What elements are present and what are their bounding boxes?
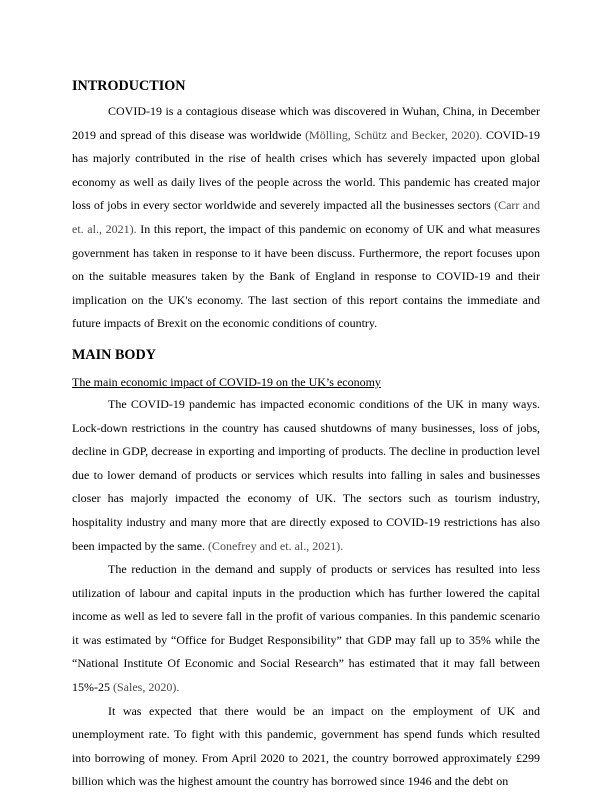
intro-text-c: In this report, the impact of this pandemic on economy of UK and what measures government has taken in response to it have been discuss. Furthermore, the report focuses upon on the suitable measures taken by the Bank of England in response to COVID-19 and their implication on the UK's economy. The last section of this report contains the immediate and future impacts of Brexit on the economic conditions of country.	[72, 221, 540, 331]
body-paragraph-1	[72, 393, 540, 558]
p2-text: The reduction in the demand and supply of products or services has resulted into less utilization of labour and capital inputs in the production which has further lowered the capital income as well as led to severe fall in the profit of various companies. In this pandemic scenario it was estimated by “Office for Budget Responsibility” that GDP may fall up to 35% while the “National Institute Of Economic and Social Research” has estimated that it may fall between 15%-25	[72, 562, 540, 695]
citation-sales: (Sales, 2020).	[113, 680, 180, 695]
introduction-heading: INTRODUCTION	[72, 78, 186, 94]
introduction-paragraph	[72, 100, 540, 336]
intro-text-b: COVID-19 has majorly contributed in the rise of health crises which has severely impacted upon global economy as well as daily lives of the people across the world. This pandemic has created major loss of jobs in every sector worldwide and severely impacted all the businesses sectors	[72, 127, 540, 213]
citation-molling: (Mölling, Schütz and Becker, 2020).	[305, 127, 483, 142]
intro-text-a: COVID-19 is a contagious disease which was discovered in Wuhan, China, in December 2019 and spread of this disease was worldwide	[72, 104, 540, 142]
body-paragraph-2	[72, 558, 540, 700]
p1-text: The COVID-19 pandemic has impacted economic conditions of the UK in many ways. Lock-down restrictions in the country has caused shutdowns of many businesses, loss of jobs, decline in GDP, decrease in exporting and importing of products. The decline in production level due to lower demand of products or services which results into falling in sales and businesses closer has majorly impacted the economy of UK. The sectors such as tourism industry, hospitality industry and many more that are directly exposed to COVID-19 restrictions has also been impacted by the same.	[72, 396, 540, 553]
body-paragraph-3	[72, 700, 540, 794]
citation-conefrey: (Conefrey and et. al., 2021).	[207, 538, 344, 553]
p3-text: It was expected that there would be an impact on the employment of UK and unemployment rate. To fight with this pandemic, government has spend funds which resulted into borrowing of money. From April 2020 to 2021, the country borrowed approximately £299 billion which was the highest amount the country has borrowed since 1946 and the debt on	[72, 703, 540, 789]
section-subheading: The main economic impact of COVID-19 on the UK’s economy	[72, 374, 381, 389]
document-page	[72, 76, 540, 794]
citation-carr: (Carr and et. al., 2021).	[72, 198, 540, 236]
main-body-heading: MAIN BODY	[72, 346, 156, 363]
